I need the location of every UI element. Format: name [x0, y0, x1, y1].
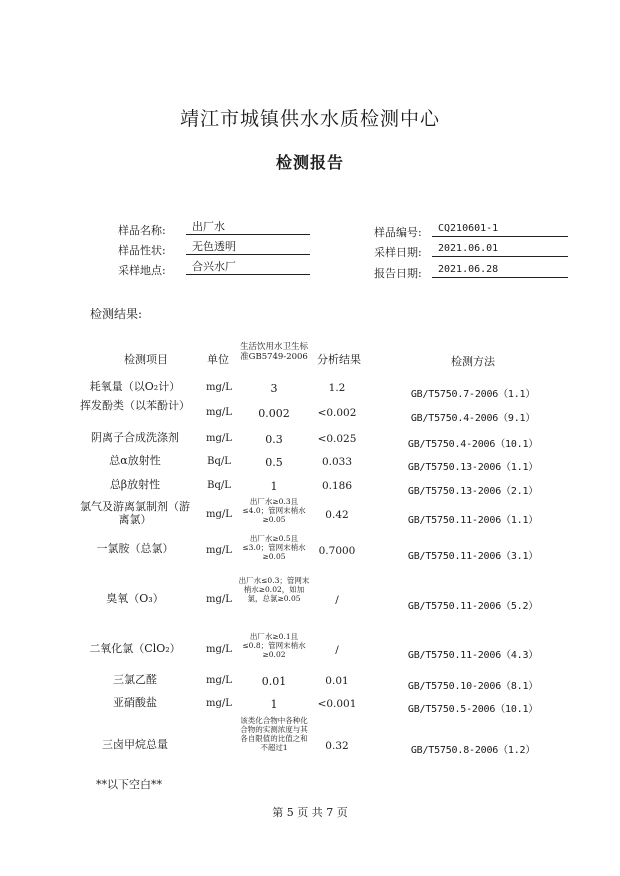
row-method: GB/T5750.11-2006（5.2）: [407, 601, 539, 612]
header-result: 分析结果: [317, 353, 361, 366]
row-unit: mg/L: [206, 509, 232, 520]
row-item: 总α放射性: [109, 454, 161, 467]
row-item: 二氧化氯（ClO₂）: [89, 642, 181, 655]
row-method: GB/T5750.13-2006（1.1）: [407, 462, 539, 473]
row-unit: mg/L: [206, 382, 232, 393]
row-item: 挥发酚类（以苯酚计）: [80, 399, 190, 412]
organization-title: 靖江市城镇供水水质检测中心: [179, 108, 440, 130]
row-result: <0.025: [317, 433, 357, 445]
row-standard: 该类化合物中各种化合物的实测浓度与其各自限值的比值之和不超过1: [240, 716, 308, 752]
sample-id-value: CQ210601-1: [432, 222, 568, 237]
row-result: 0.186: [321, 480, 353, 492]
row-item: 亚硝酸盐: [113, 696, 157, 709]
page-number: 第 5 页 共 7 页: [272, 806, 348, 819]
row-standard: 0.5: [265, 456, 283, 469]
row-standard: 出厂水≥0.3且≤4.0；管网末梢水≥0.05: [242, 497, 306, 524]
row-item: 阴离子合成洗涤剂: [91, 431, 179, 444]
sample-appearance-value: 无色透明: [186, 240, 310, 255]
row-unit: mg/L: [206, 698, 232, 709]
row-standard: 3: [270, 382, 278, 395]
row-standard: 1: [270, 480, 278, 493]
row-method: GB/T5750.4-2006（10.1）: [407, 439, 539, 450]
row-result: 1.2: [328, 382, 346, 394]
row-standard: 0.3: [265, 433, 283, 446]
row-unit: Bq/L: [207, 480, 231, 491]
results-label: 检测结果:: [90, 307, 143, 321]
header-item: 检测项目: [124, 353, 168, 366]
row-unit: Bq/L: [207, 456, 231, 467]
row-result: /: [335, 644, 339, 656]
row-item: 耗氧量（以O₂计）: [89, 380, 181, 393]
sample-appearance-label: 样品性状:: [118, 244, 166, 257]
sample-name-label: 样品名称:: [118, 224, 166, 237]
row-result: <0.001: [317, 698, 357, 710]
report-title: 检测报告: [275, 153, 344, 172]
row-standard: 出厂水≥0.1且≤0.8；管网末梢水≥0.02: [242, 632, 306, 659]
row-item: 氯气及游离氯制剂（游离氯）: [80, 500, 190, 526]
row-method: GB/T5750.5-2006（10.1）: [407, 704, 539, 715]
sample-location-value: 合兴水厂: [186, 260, 310, 275]
sampling-date-label: 采样日期:: [374, 246, 422, 259]
row-result: 0.7000: [318, 545, 356, 557]
sample-location-label: 采样地点:: [118, 264, 166, 277]
row-method: GB/T5750.11-2006（4.3）: [407, 650, 539, 661]
header-unit: 单位: [207, 353, 229, 366]
row-method: GB/T5750.11-2006（1.1）: [407, 515, 539, 526]
end-of-table-note: **以下空白**: [96, 778, 162, 791]
row-standard: 1: [270, 698, 278, 711]
row-result: 0.42: [325, 509, 349, 521]
row-item: 三卤甲烷总量: [102, 738, 168, 751]
sample-id-label: 样品编号:: [374, 226, 422, 239]
header-standard: 生活饮用水卫生标准GB5749-2006: [239, 342, 308, 362]
row-method: GB/T5750.7-2006（1.1）: [410, 389, 536, 400]
sample-name-value: 出厂水: [186, 220, 310, 235]
report-date-label: 报告日期:: [374, 267, 422, 280]
row-method: GB/T5750.11-2006（3.1）: [407, 551, 539, 562]
row-unit: mg/L: [206, 594, 232, 605]
row-result: /: [335, 594, 339, 606]
row-item: 总β放射性: [109, 478, 161, 491]
row-standard: 0.002: [258, 407, 290, 420]
row-result: <0.002: [317, 407, 357, 419]
row-unit: mg/L: [206, 644, 232, 655]
row-standard: 0.01: [261, 675, 287, 688]
row-unit: mg/L: [206, 407, 232, 418]
row-item: 臭氧（O₃）: [106, 592, 164, 605]
header-method: 检测方法: [451, 355, 495, 368]
sampling-date-value: 2021.06.01: [432, 242, 568, 257]
row-method: GB/T5750.8-2006（1.2）: [410, 745, 536, 756]
row-unit: mg/L: [206, 545, 232, 556]
row-result: 0.033: [321, 456, 353, 468]
row-result: 0.01: [325, 675, 349, 687]
row-unit: mg/L: [206, 433, 232, 444]
row-method: GB/T5750.4-2006（9.1）: [410, 413, 536, 424]
row-method: GB/T5750.10-2006（8.1）: [407, 681, 539, 692]
row-item: 三氯乙醛: [113, 673, 157, 686]
row-item: 一氯胺（总氯）: [96, 542, 174, 555]
row-standard: 出厂水≤0.3；管网末梢水≥0.02，如加氯，总氯≥0.05: [238, 576, 310, 603]
row-result: 0.32: [325, 740, 349, 752]
row-method: GB/T5750.13-2006（2.1）: [407, 486, 539, 497]
report-date-value: 2021.06.28: [432, 263, 568, 278]
row-unit: mg/L: [206, 675, 232, 686]
row-standard: 出厂水≥0.5且≤3.0；管网末梢水≥0.05: [242, 534, 306, 561]
